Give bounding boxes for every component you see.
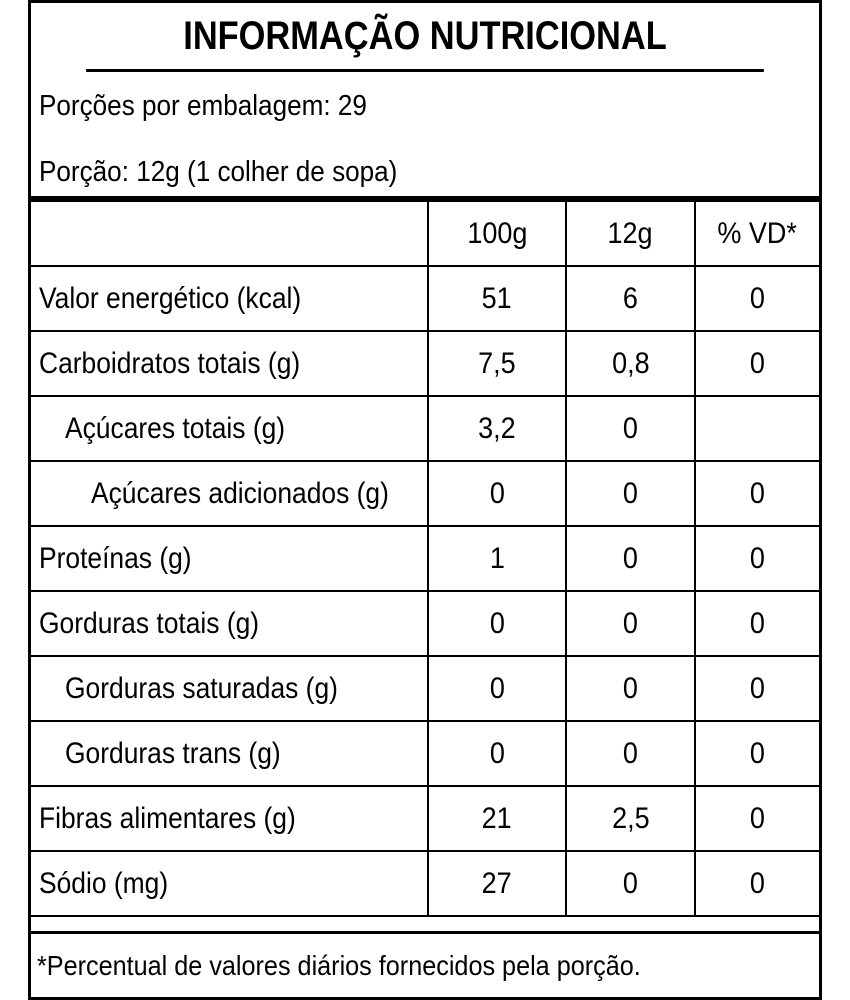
nutrient-name: Açúcares adicionados (g)	[31, 461, 428, 526]
value-per-serving: 0,8	[566, 331, 695, 396]
value-per-serving: 0	[566, 526, 695, 591]
table-row	[31, 591, 819, 656]
nutrient-name: Gorduras totais (g)	[31, 591, 428, 656]
header-nutrient	[31, 202, 428, 266]
value-per-serving: 6	[566, 266, 695, 331]
nutrition-label	[28, 0, 822, 1000]
value-per-100g: 51	[428, 266, 566, 331]
value-daily: 0	[695, 851, 819, 916]
header-daily-value: % VD*	[695, 202, 819, 266]
value-per-serving: 0	[566, 851, 695, 916]
serving-info	[31, 72, 819, 202]
header-per-serving: 12g	[566, 202, 695, 266]
value-daily: 0	[695, 526, 819, 591]
value-per-100g: 27	[428, 851, 566, 916]
value-per-100g: 0	[428, 656, 566, 721]
value-per-100g: 0	[428, 721, 566, 786]
table-row	[31, 461, 819, 526]
value-per-serving: 0	[566, 656, 695, 721]
value-daily: 0	[695, 266, 819, 331]
value-per-serving: 0	[566, 721, 695, 786]
nutrient-name: Carboidratos totais (g)	[31, 331, 428, 396]
table-header-row	[31, 202, 819, 266]
table-row	[31, 721, 819, 786]
nutrient-name: Fibras alimentares (g)	[31, 786, 428, 851]
value-per-100g: 0	[428, 461, 566, 526]
value-daily: 0	[695, 786, 819, 851]
value-daily: 0	[695, 656, 819, 721]
table-row	[31, 526, 819, 591]
serving-size: Porção: 12g (1 colher de sopa)	[39, 156, 398, 188]
header-per-100g: 100g	[428, 202, 566, 266]
table-row	[31, 656, 819, 721]
table-row	[31, 396, 819, 461]
nutrition-table	[31, 202, 819, 917]
label-title: INFORMAÇÃO NUTRICIONAL	[86, 3, 764, 72]
nutrient-name: Gorduras saturadas (g)	[31, 656, 428, 721]
value-per-serving: 0	[566, 461, 695, 526]
value-per-100g: 1	[428, 526, 566, 591]
value-daily: 0	[695, 721, 819, 786]
value-per-serving: 0	[566, 396, 695, 461]
table-row	[31, 851, 819, 916]
value-per-serving: 0	[566, 591, 695, 656]
servings-per-package: Porções por embalagem: 29	[39, 90, 367, 122]
value-per-serving: 2,5	[566, 786, 695, 851]
table-row	[31, 331, 819, 396]
value-daily	[695, 396, 819, 461]
value-per-100g: 3,2	[428, 396, 566, 461]
nutrient-name: Sódio (mg)	[31, 851, 428, 916]
nutrient-name: Açúcares totais (g)	[31, 396, 428, 461]
nutrient-name: Proteínas (g)	[31, 526, 428, 591]
nutrient-name: Gorduras trans (g)	[31, 721, 428, 786]
table-row	[31, 266, 819, 331]
value-per-100g: 0	[428, 591, 566, 656]
value-daily: 0	[695, 461, 819, 526]
footnote: *Percentual de valores diários fornecidos pela porção.	[31, 931, 819, 997]
value-per-100g: 21	[428, 786, 566, 851]
value-per-100g: 7,5	[428, 331, 566, 396]
value-daily: 0	[695, 331, 819, 396]
table-row	[31, 786, 819, 851]
value-daily: 0	[695, 591, 819, 656]
nutrient-name: Valor energético (kcal)	[31, 266, 428, 331]
